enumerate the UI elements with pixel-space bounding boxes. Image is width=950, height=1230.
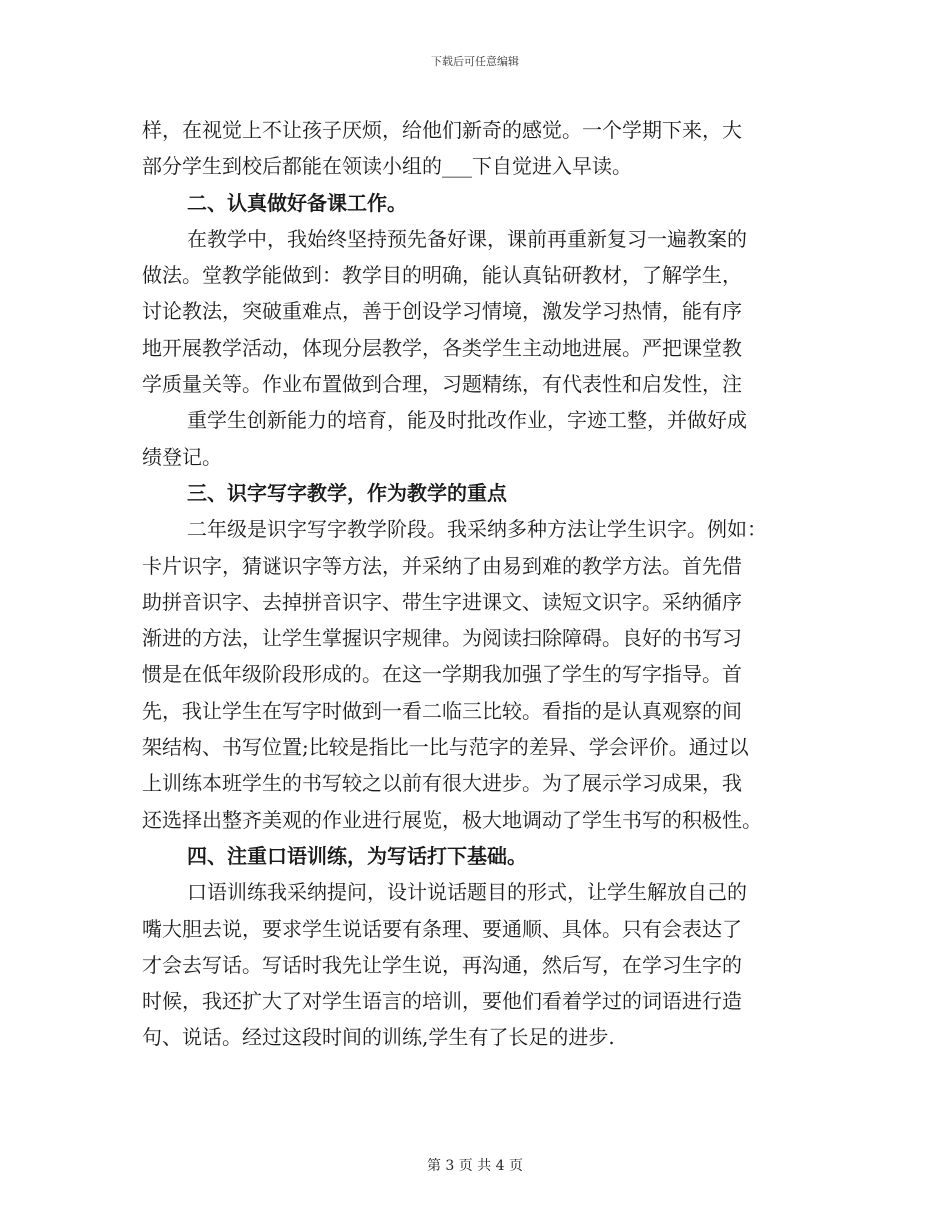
paragraph-line: 口语训练我采纳提问，设计说话题目的形式，让学生解放自己的	[187, 880, 747, 905]
paragraph-line: 学质量关等。作业布置做到合理，习题精练，有代表性和启发性，注	[142, 372, 742, 397]
paragraph-line: 才会去写话。写话时我先让学生说，再沟通，然后写，在学习生字的	[142, 952, 742, 977]
paragraph-line: 架结构、书写位置;比较是指比一比与范字的差异、学会评价。通过以	[142, 735, 749, 760]
paragraph-line: 在教学中，我始终坚持预先备好课，课前再重新复习一遍教案的	[187, 226, 747, 251]
paragraph-line: 句、说话。经过这段时间的训练,学生有了长足的进步.	[142, 1025, 615, 1050]
paragraph-line: 重学生创新能力的培育，能及时批改作业，字迹工整，并做好成	[187, 408, 747, 433]
section-heading: 三、识字写字教学，作为教学的重点	[187, 480, 507, 505]
page-header: 下载后可任意编辑	[431, 55, 519, 68]
paragraph-line: 嘴大胆去说，要求学生说话要有条理、要通顺、具体。只有会表达了	[142, 916, 742, 941]
paragraph-line: 先，我让学生在写字时做到一看二临三比较。看指的是认真观察的间	[142, 698, 742, 723]
paragraph-line: 渐进的方法，让学生掌握识字规律。为阅读扫除障碍。良好的书写习	[142, 626, 742, 651]
paragraph-line: 讨论教法，突破重难点，善于创设学习情境，激发学习热情，能有序	[142, 299, 742, 324]
paragraph-line: 样，在视觉上不让孩子厌烦，给他们新奇的感觉。一个学期下来，大	[142, 118, 742, 142]
paragraph-line: 还选择出整齐美观的作业进行展览，极大地调动了学生书写的积极性。	[142, 807, 762, 832]
paragraph-line: 二年级是识字写字教学阶段。我采纳多种方法让学生识字。例如：	[187, 517, 767, 542]
section-heading: 四、注重口语训练，为写话打下基础。	[187, 843, 527, 868]
paragraph-line: 上训练本班学生的书写较之以前有很大进步。为了展示学习成果，我	[142, 771, 742, 796]
paragraph-line: 部分学生到校后都能在领读小组的___下自觉进入早读。	[142, 154, 632, 179]
paragraph-line: 绩登记。	[142, 444, 222, 469]
paragraph-line: 地开展教学活动，体现分层教学，各类学生主动地进展。严把课堂教	[142, 335, 742, 360]
paragraph-line: 助拼音识字、去掉拼音识字、带生字进课文、读短文识字。采纳循序	[142, 589, 742, 614]
paragraph-line: 惯是在低年级阶段形成的。在这一学期我加强了学生的写字指导。首	[142, 662, 742, 687]
section-heading: 二、认真做好备课工作。	[187, 190, 407, 215]
paragraph-line: 卡片识字，猜谜识字等方法，并采纳了由易到难的教学方法。首先借	[142, 553, 742, 578]
paragraph-line: 做法。堂教学能做到：教学目的明确，能认真钻研教材，了解学生，	[142, 263, 742, 288]
paragraph-line: 时候，我还扩大了对学生语言的培训，要他们看着学过的词语进行造	[142, 989, 742, 1014]
document-body	[142, 112, 808, 1056]
page-footer: 第 3 页 共 4 页	[426, 1158, 524, 1174]
